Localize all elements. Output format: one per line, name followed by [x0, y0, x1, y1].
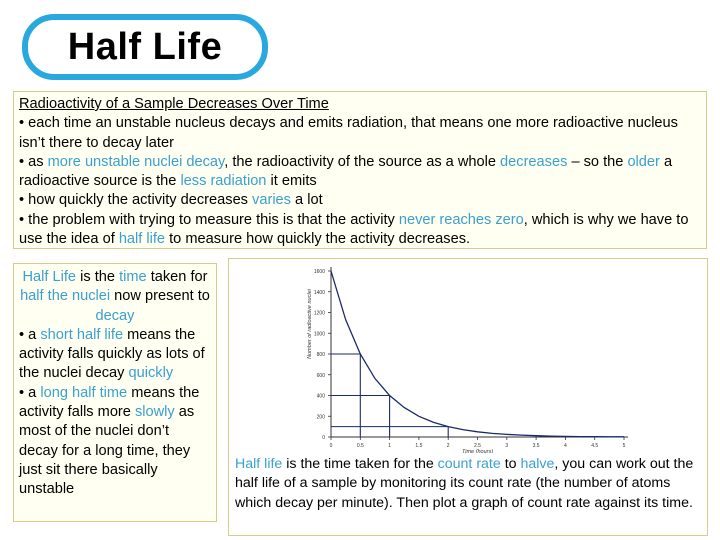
definition-paragraph — [19, 268, 211, 326]
highlight: half life — [118, 231, 166, 248]
y-tick-label: 200 — [316, 414, 325, 421]
bullet-4 — [19, 211, 701, 250]
text: to — [500, 456, 521, 472]
highlight: slowly — [134, 404, 175, 421]
page-title: Half Life — [67, 25, 223, 68]
text: now present to — [110, 288, 210, 305]
short-half-life-bullet — [19, 326, 211, 384]
x-tick-label: 5 — [622, 443, 626, 449]
text: • the problem with trying to measure this is that the activity — [19, 211, 399, 228]
decay-curve — [331, 271, 624, 437]
y-tick-label: 0 — [322, 435, 325, 441]
y-tick-label: 1600 — [313, 269, 325, 275]
text: is the — [76, 269, 120, 285]
graph-caption — [235, 455, 697, 513]
x-tick-label: 1 — [388, 443, 391, 449]
highlight: count rate — [437, 456, 501, 472]
intro-text-box — [13, 91, 707, 249]
text: a lot — [290, 192, 323, 209]
y-tick-label: 600 — [316, 372, 325, 379]
y-tick-label: 1400 — [313, 289, 325, 296]
half-life-definition-box — [13, 263, 217, 522]
highlight: more unstable nuclei decay — [47, 153, 225, 170]
highlight: less radiation — [180, 173, 267, 190]
x-tick-label: 4 — [564, 443, 567, 449]
text: , you can work out the half life of a sample by monitoring its count rate (the number of atoms which decay per minute). Then plot a graph of count rate against its time. — [235, 456, 694, 511]
x-tick-label: 3.5 — [532, 443, 540, 449]
text: , which is why we have to use the idea of — [19, 211, 689, 248]
decay-chart — [279, 261, 639, 453]
text: as most of the nuclei don’t decay for a long time, they just sit there basically unstable — [19, 404, 195, 498]
text: a radioactive source is the — [19, 153, 673, 190]
text: • a — [19, 384, 41, 401]
text: taken for — [146, 269, 208, 285]
highlight: decreases — [500, 153, 568, 170]
text: • a — [19, 326, 41, 343]
text: means the activity falls more — [19, 384, 200, 421]
chart-axes — [331, 267, 628, 437]
decay-curve-group — [331, 271, 624, 437]
y-tick-label: 1000 — [313, 331, 325, 338]
highlight: half the nuclei — [20, 288, 111, 305]
highlight: Half Life — [22, 269, 77, 285]
highlight: Half life — [235, 456, 283, 472]
highlight: long half time — [40, 384, 128, 401]
chart-labels — [307, 288, 493, 453]
text: – so the — [567, 153, 628, 170]
text: means the activity falls quickly as lots of the nuclei decay — [19, 326, 205, 382]
y-axis-label: Number of radioactive nuclei — [307, 289, 313, 359]
x-tick-label: 4.5 — [591, 443, 599, 449]
section-heading: Radioactivity of a Sample Decreases Over Time — [19, 96, 329, 112]
long-half-life-bullet — [19, 384, 211, 500]
highlight: varies — [252, 192, 291, 209]
text: , the radioactivity of the source as a whole — [224, 153, 501, 170]
x-tick-label: 3 — [505, 443, 509, 449]
x-axis-label: Time (hours) — [461, 449, 494, 453]
bullet-2 — [19, 153, 701, 192]
bullet-3 — [19, 191, 701, 210]
text: • how quickly the activity decreases — [19, 192, 253, 209]
text: is the time taken for the — [282, 456, 438, 472]
y-tick-label: 800 — [316, 352, 325, 358]
x-tick-label: 0 — [329, 443, 333, 449]
title-pill — [22, 14, 268, 80]
graph-panel — [228, 258, 708, 536]
highlight: halve — [520, 456, 555, 472]
text: to measure how quickly the activity decreases. — [165, 231, 471, 248]
text: it emits — [266, 173, 317, 190]
x-tick-label: 2.5 — [474, 443, 481, 449]
highlight: older — [627, 153, 660, 170]
x-tick-label: 2 — [446, 443, 450, 449]
bullet-1: • each time an unstable nucleus decays and emits radiation, that means one more radioactive nucleus isn’t there to decay later — [19, 115, 678, 151]
highlight: decay — [95, 307, 135, 324]
x-tick-label: 0.5 — [356, 443, 364, 449]
highlight: short half life — [40, 326, 124, 343]
text: • as — [19, 153, 48, 170]
highlight: quickly — [128, 365, 174, 382]
x-tick-label: 1.5 — [415, 443, 423, 449]
y-tick-label: 1200 — [313, 310, 325, 317]
highlight: never reaches zero — [398, 211, 524, 228]
y-tick-label: 400 — [316, 393, 325, 400]
highlight: time — [119, 269, 147, 285]
